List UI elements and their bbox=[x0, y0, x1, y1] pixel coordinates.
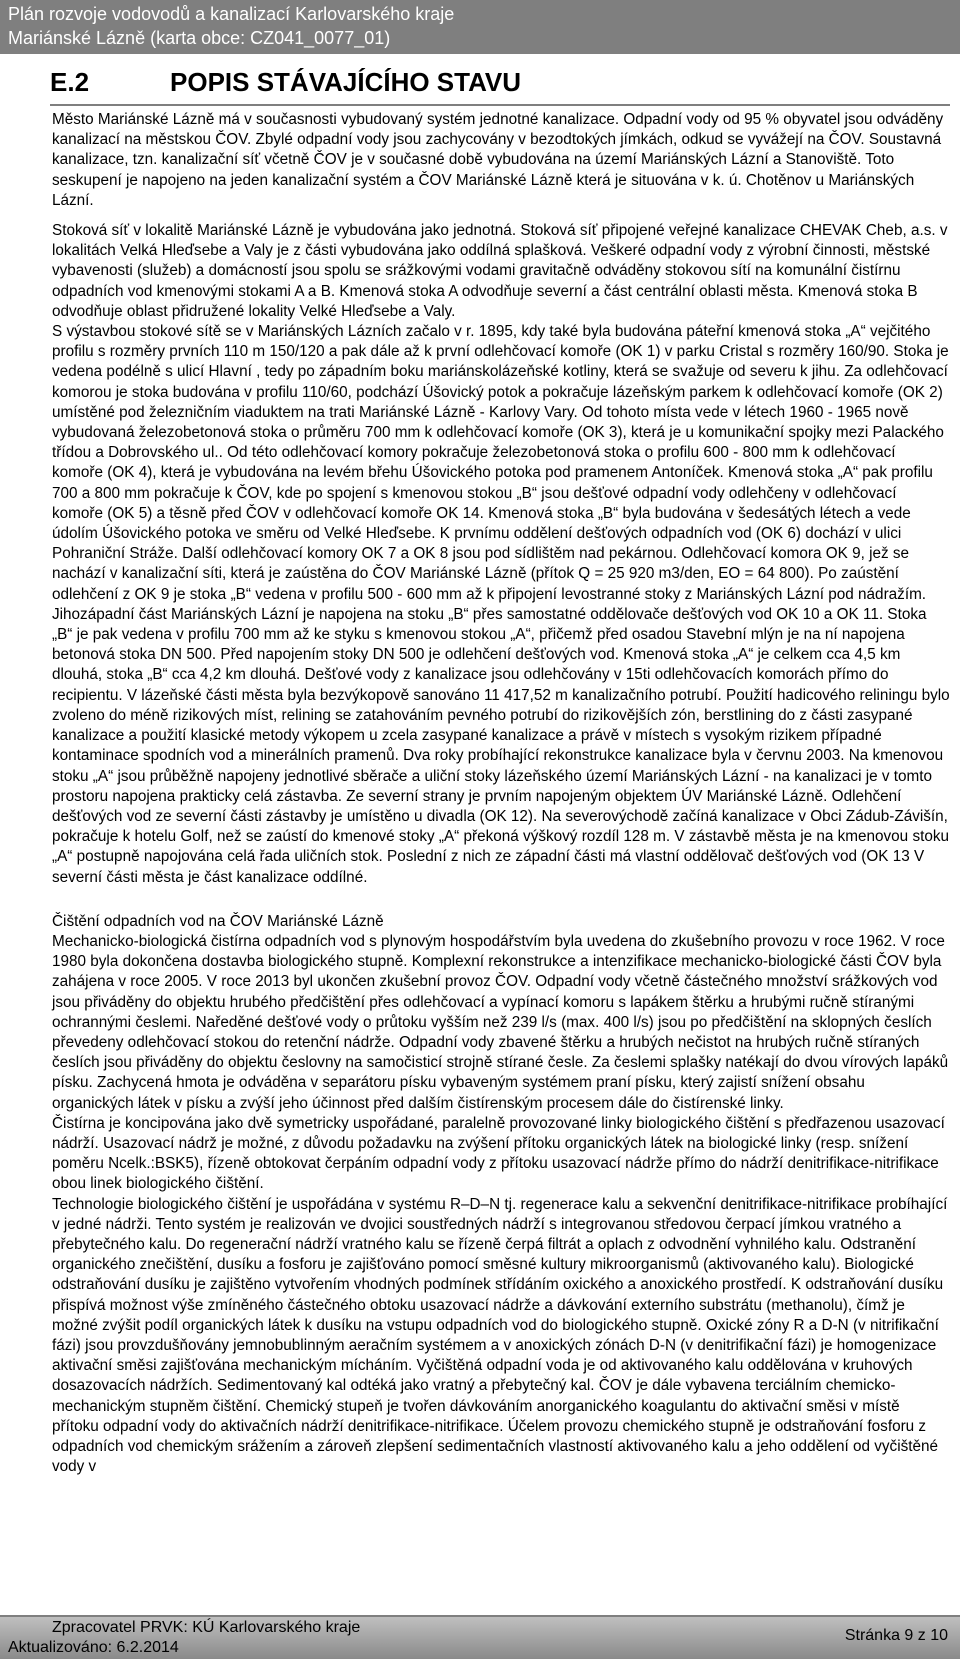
header-subtitle: Mariánské Lázně (karta obce: CZ041_0077_01) bbox=[8, 28, 391, 48]
subheading-wwtp: Čištění odpadních vod na ČOV Mariánské Lázně bbox=[52, 912, 384, 930]
paragraph-intro: Město Mariánské Lázně má v současnosti vybudovaný systém jednotné kanalizace. Odpadní vody od 95 % obyvatel jsou odváděny kanalizací na městskou ČOV. Zbylé odpadní vody jsou zachycovány v bezodtokých jímkách, odkud se vyvážejí na ČOV. Soustavná kanalizace, tzn. kanalizační síť včetně ČOV je v současné době vybudována na území Mariánských Lázní a Stanoviště. Toto seskupení je napojeno na jeden kanalizační systém a ČOV Mariánské Lázně která je situována v k. ú. Chotěnov u Mariánských Lázní. bbox=[52, 111, 944, 209]
paragraph-wwtp-mechanical: Mechanicko-biologická čistírna odpadních vod s plynovým hospodářstvím byla uvedena do zkušebního provozu v roce 1962. V roce 1980 byla dokončena dostavba biologického stupně. Komplexní rekonstrukce a intenzifikace mechanicko-biologické části ČOV byla zahájena v roce 2005. V roce 2013 byl ukončen zkušební provoz ČOV. Odpadní vody včetně částečného množství srážkových vod jsou přiváděny do objektu hrubého předčištění přes odlehčovací a vypínací komoru s lapákem štěrku a hrubými ručně stíranými ochrannými česlemi. Naředěné dešťové vody o průtoku vyšším než 239 l/s (max. 400 l/s) jsou po předčištění na sklopných česlích převedeny odlehčovací stokou do retenční nádrže. Odpadní vody zbavené štěrku a hrubých nečistot na hrubých ručně stíraných česlích jsou přiváděny do objektu česlovny na samočisticí strojně stírané česle. Za česlemi splašky natékají do dvou vírových lapáků písku. Zachycená hmota je odváděna v separátoru písku vybaveným systémem praní písku, který zajistí snížení obsahu organických látek v písku a zvýší jeho účinnost před dalším čistírenským procesem dále do čistírenské linky. bbox=[52, 932, 949, 1112]
paragraph-wwtp-biological: Technologie biologického čištění je uspořádána v systému R–D–N tj. regenerace kalu a sekvenční denitrifikace-nitrifikace probíhající v jedné nádrži. Tento systém je realizován ve dvojici soustředných nádrží s integrovanou středovou čerpací jímkou vratného a přebytečného kalu. Do regenerační nádrží vratného kalu se řízeně čerpá filtrát a oplach z odvodnění vyhnilého kalu. Odstranění organického znečištění, dusíku a fosforu je zajišťováno pomocí směsné kultury mikroorganismů (aktivovaného kalu). Biologické odstraňování dusíku je zajištěno vytvořením vhodných podmínek střídáním oxického a anoxického prostředí. K odstraňování dusíku přispívá možnost výše zmíněného částečného obtoku usazovací nádrže a dávkování externího substrátu (methanolu), čímž je možné zvýšit podíl organických látek k dusíku na vstupu odpadních vod do biologického stupně. Oxické zóny R a D-N (v nitrifikační fázi) jsou provzdušňovány jemnobublinným aeračním systémem a v anoxických zónách D-N (v denitrifikační fázi) je homogenizace aktivační směsi zajišťována mechanickým mícháním. Vyčištěná odpadní voda je od aktivovaného kalu oddělována v kruhových dosazovacích nádržích. Sedimentovaný kal odtéká jako vratný a přebytečný kal. ČOV je dále vybavena terciálním chemicko-mechanickým stupněm čištění. Chemický stupeň je tvořen dávkováním anorganického koagulantu do aktivační směsi v místě přítoku odpadní vody do aktivačních nádrží denitrifikace-nitrifikace. Účelem provozu chemického stupně je odstraňování fosforu z odpadních vod chemickým srážením a zároveň zlepšení sedimentačních vlastností aktivovaného kalu a jeho oddělení od vyčištěné vody v bbox=[52, 1195, 948, 1476]
page-number: Stránka 9 z 10 bbox=[844, 1627, 948, 1644]
page-header bbox=[0, 0, 960, 54]
header-title: Plán rozvoje vodovodů a kanalizací Karlovarského kraje bbox=[8, 4, 455, 24]
paragraph-network: Stoková síť v lokalitě Mariánské Lázně je vybudována jako jednotná. Stoková síť připojené veřejné kanalizace CHEVAK Cheb, a.s. v lokalitách Velká Hleďsebe a Valy je z části vybudována jako oddílná splašková. Veškeré odpadní vody z výrobní činnosti, městské vybavenosti (služeb) a domácností jsou spolu se srážkovými vodami gravitačně odváděny stokovou sítí na komunální čistírnu odpadních vod kmenovými stokami A a B. Kmenová stoka A odvodňuje severní a část centrální oblasti města. Kmenová stoka B odvodňuje oblast přidružené lokality Velké Hleďsebe a Valy. bbox=[52, 222, 948, 320]
paragraph-spacer bbox=[52, 888, 950, 912]
document-body bbox=[52, 110, 950, 1477]
footer-updated: Aktualizováno: 6.2.2014 bbox=[8, 1639, 179, 1656]
section-number: E.2 bbox=[50, 67, 90, 97]
section-title: POPIS STÁVAJÍCÍHO STAVU bbox=[170, 67, 522, 97]
paragraph-wwtp-lines: Čistírna je koncipována jako dvě symetricky uspořádané, paralelně provozované linky biologického čištění s předřazenou usazovací nádrží. Usazovací nádrž je možné, z důvodu požadavku na zvýšení přítoku organických látek na biologické linky (resp. snížení poměru Ncelk.:BSK5), řízeně obtokovat čerpáním odpadní vody z přítoku usazovací nádrže přímo do nádrží denitrifikace-nitrifikace obou linek biologického čištění. bbox=[52, 1114, 945, 1193]
paragraph-history: S výstavbou stokové sítě se v Mariánských Lázních začalo v r. 1895, kdy také byla budována páteřní kmenová stoka „A“ vejčitého profilu s rozměry prvních 110 m 150/120 a pak dále až k první odlehčovací komoře (OK 1) v parku Cristal s rozměry 160/90. Stoka je vedena podélně s ulicí Hlavní , tedy po západním boku mariánskolázeňské kotliny, která se svažuje od severu k jihu. Za odlehčovací komorou je stoka budována v profilu 110/60, podchází Úšovický potok a pokračuje lázeňským parkem k odlehčovací komoře (OK 2) umístěné pod železničním viaduktem na trati Mariánské Lázně - Karlovy Vary. Od tohoto místa vede v létech 1960 - 1965 nově vybudovaná železobetonová stoka o průměru 700 mm k odlehčovací komoře (OK 3), která je u komunikační spojky mezi Palackého třídou a Dobrovského ul.. Od této odlehčovací komory pokračuje železobetonová stoka o profilu 600 - 800 mm k odlehčovací komoře (OK 4), která je vybudována na levém břehu Úšovického potoka pod pramenem Antoníček. Kmenová stoka „A“ pak profilu 700 a 800 mm pokračuje k ČOV, kde po spojení s kmenovou stokou „B“ jsou dešťové odpadní vody odlehčeny v odlehčovací komoře (OK 5) a těsně před ČOV v odlehčovací komoře OK 14. Kmenová stoka „B“ byla budována v šedesátých létech a vede údolím Úšovického potoka ve směru od Velké Hleďsebe. K prvnímu oddělení dešťových odpadních vod (OK 6) dochází v ulici Pohraniční Stráže. Další odlehčovací komory OK 7 a OK 8 jsou pod sídlištěm nad pekárnou. Odlehčovací komora OK 9, jež se nachází v kanalizační síti, která je zaústěna do ČOV Mariánské Lázně (přítok Q = 25 920 m3/den, EO = 64 800). Po zaústění odlehčení z OK 9 je stoka „B“ vedena v profilu 500 - 600 mm až k připojení levostranné stoky z Mariánských Lázní pod nádražím. Jihozápadní část Mariánských Lázní je napojena na stoku „B“ přes samostatné oddělovače dešťových vod OK 10 a OK 11. Stoka „B“ je pak vedena v profilu 700 mm až ke styku s kmenovou stokou „A“, přičemž před osadou Stavební mlýn je na ní napojena betonová stoka DN 500. Před napojením stoky DN 500 je odlehčení dešťových vod. Kmenová stoka „A“ je celkem cca 4,5 km dlouhá, stoka „B“ cca 4,2 km dlouhá. Dešťové vody z kanalizace jsou odlehčovány v 15ti odlehčovacích komorách přímo do recipientu. V lázeňské části města byla bezvýkopově sanováno 11 417,52 m kanalizačního potrubí. Použití hadicového reliningu bylo zvoleno do méně rizikových míst, relining se zatahováním pevného potrubí do rizikovějších zón, berstlining do z části zasypané kanalizace a použití klasické metody výkopem u zcela zasypané kanalizace a právě v místech s vysokým rizikem případné kontaminace spodních vod a minerálních pramenů. Dva roky probíhající rekonstrukce kanalizace byla v červnu 2003. Na kmenovou stoku „A“ jsou průběžně napojeny jednotlivé sběrače a uliční stoky lázeňského území Mariánských Lázní - na kanalizaci je v tomto prostoru napojena prakticky celá zástavba. Ze severní strany je prvním napojeným objektem ÚV Mariánské Lázně. Odlehčení dešťových vod ze severní části zástavby je umístěno u divadla (OK 12). Na severovýchodě začíná kanalizace v Obci Zádub-Závišín, pokračuje k hotelu Golf, než se zaústí do kmenové stoky „A“ překoná výškový rozdíl 128 m. V zástavbě města je na kmenovou stoku „A“ postupně napojována celá řada uličních stok. Poslední z nich ze západní části má vlastní oddělovač dešťových vod (OK 13 V severní části města je část kanalizace oddílné. bbox=[52, 323, 950, 886]
footer-author: Zpracovatel PRVK: KÚ Karlovarského kraje bbox=[52, 1619, 361, 1636]
section-heading bbox=[50, 67, 950, 106]
page-footer bbox=[0, 1615, 960, 1659]
